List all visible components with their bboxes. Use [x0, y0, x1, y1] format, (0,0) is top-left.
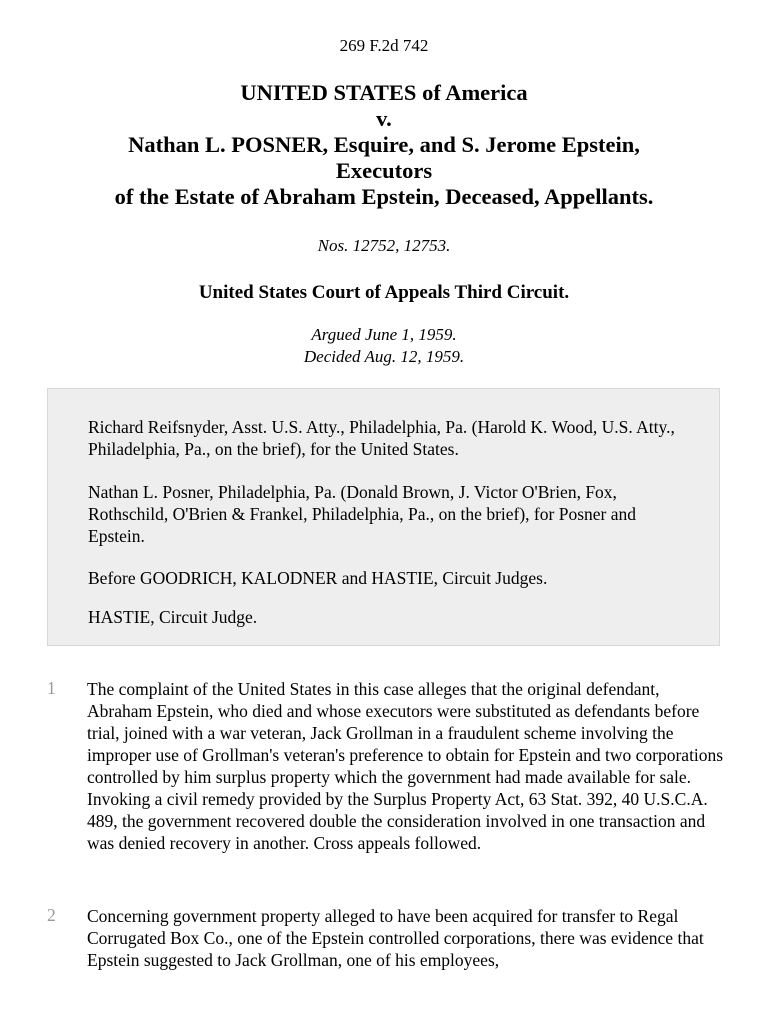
docket-numbers: Nos. 12752, 12753. — [317, 236, 451, 255]
counsel-box — [47, 388, 720, 646]
counsel-appellants: Nathan L. Posner, Philadelphia, Pa. (Donald Brown, J. Victor O'Brien, Fox, Rothschild, O'Brien & Frankel, Philadelphia, Pa., on the brief), for Posner and Epstein. — [88, 482, 636, 546]
paragraph-text: Concerning government property alleged to have been acquired for transfer to Regal Corrugated Box Co., one of the Epstein controlled corporations, there was evidence that Epstein suggested to Jack Grollman, one of his employees, — [87, 906, 704, 970]
title-line: v. — [376, 106, 392, 131]
title-line: of the Estate of Abraham Epstein, Deceased, Appellants. — [114, 184, 654, 209]
panel-judges: Before GOODRICH, KALODNER and HASTIE, Circuit Judges. — [88, 568, 548, 588]
title-line: Nathan L. POSNER, Esquire, and S. Jerome Epstein, — [128, 132, 640, 157]
argued-date: Argued June 1, 1959. — [311, 325, 457, 344]
paragraph-number: 2 — [47, 905, 56, 925]
case-title — [0, 80, 768, 210]
title-line: UNITED STATES of America — [240, 80, 528, 105]
case-citation: 269 F.2d 742 — [339, 36, 429, 55]
opinion-author: HASTIE, Circuit Judge. — [88, 607, 258, 627]
decided-date: Decided Aug. 12, 1959. — [303, 347, 465, 366]
case-dates — [0, 324, 768, 368]
title-line: Executors — [335, 158, 433, 183]
counsel-government: Richard Reifsnyder, Asst. U.S. Atty., Philadelphia, Pa. (Harold K. Wood, U.S. Atty., Philadelphia, Pa., on the brief), for the United States. — [88, 417, 675, 459]
paragraph-number: 1 — [47, 678, 56, 698]
court-name: United States Court of Appeals Third Circuit. — [198, 282, 570, 303]
paragraph-text: The complaint of the United States in this case alleges that the original defendant, Abraham Epstein, who died and whose executors were substituted as defendants before trial, joined with a war veteran, Jack Grollman in a fraudulent scheme involving the improper use of Grollman's veteran's preference to obtain for Epstein and two corporations controlled by him surplus property which the government had made available for sale. Invoking a civil remedy provided by the Surplus Property Act, 63 Stat. 392, 40 U.S.C.A. 489, the government recovered double the consideration involved in one transaction and was denied recovery in another. Cross appeals followed. — [87, 679, 724, 853]
